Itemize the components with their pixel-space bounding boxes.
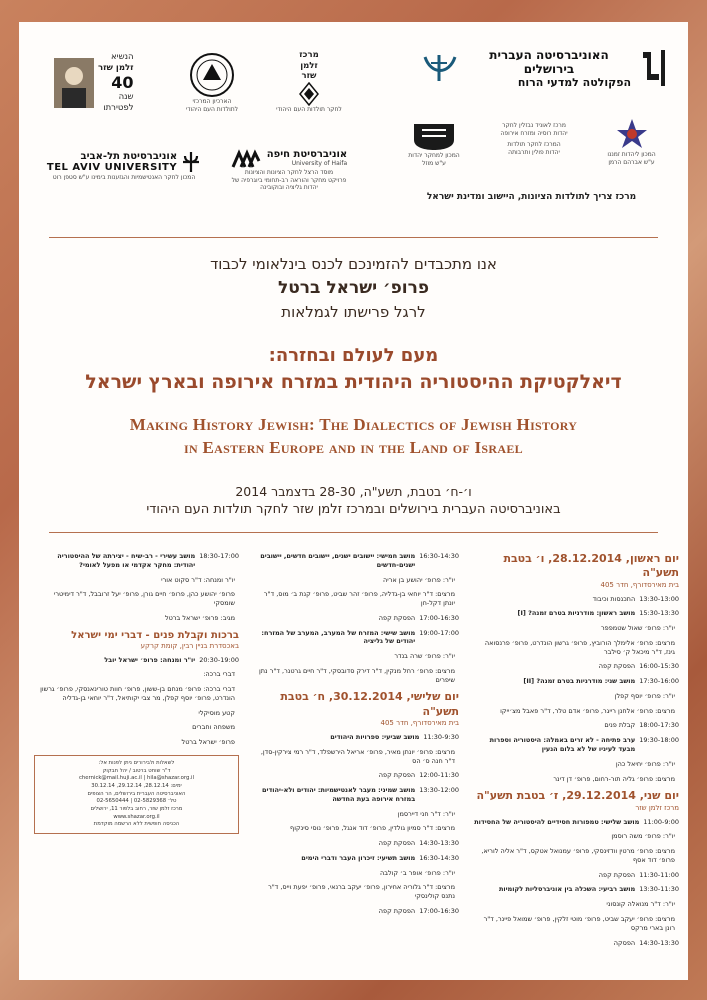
- shazar-years: 40: [111, 73, 134, 93]
- session-row: [34, 590, 239, 608]
- session-row: [254, 614, 459, 623]
- schedule-column-middle: [254, 552, 459, 972]
- retirement-line: לרגל פרישתו לגמלאות: [281, 303, 426, 321]
- session-row: [254, 552, 459, 570]
- session-row: [474, 915, 679, 933]
- session-row: [254, 824, 459, 833]
- tau-emblem-group: [47, 150, 201, 174]
- session-text: מרצים: פרופ׳ גליה תור-רחום, פרופ׳ דן דינר: [553, 774, 675, 783]
- english-title-line1: Making History Jewish: The Dialectics of Jewish History: [129, 415, 578, 434]
- session-row: [254, 786, 459, 804]
- haifa-caption2: פרויקט מחקר והוראה רב-תחומי ביוגרפיה של יהדות גליציה ובוקובינה: [231, 176, 347, 191]
- session-row: [254, 771, 459, 780]
- session-row: [254, 733, 459, 742]
- tau-emblem-icon: [181, 150, 201, 174]
- zalman-aranne-logo: [589, 117, 674, 166]
- invitation-line: אנו מתכבדים להזמינכם לכנס בינלאומי לכבוד: [210, 255, 497, 273]
- session-time: 18:30-17:00: [199, 552, 239, 560]
- session-row: [474, 595, 679, 604]
- hebrew-university-faculty: הפקולטה למדעי הרוח: [517, 75, 631, 89]
- session-row: [474, 832, 679, 841]
- session-text: הפסקת קפה: [378, 839, 416, 848]
- session-row: [34, 670, 239, 679]
- session-row: [254, 667, 459, 685]
- session-text: מושב ראשון: מודרניות בטרם זמנה? [I]: [517, 609, 636, 618]
- zalman-aranne-line1: המכון ליהדות זמננו: [607, 151, 656, 158]
- day1-location: בית מאירסדורף, חדר 405: [600, 580, 679, 589]
- seal-icon: [189, 52, 235, 98]
- session-row: [34, 723, 239, 732]
- session-time: 13:30-12:00: [419, 786, 459, 795]
- session-row: [254, 907, 459, 916]
- contact-line: לשאלות ולבירורים ניתן לפנות אל:: [98, 759, 175, 766]
- conference-dates: ו׳-ח׳ בטבת, תשע"ה, 28-30 בדצמבר 2014: [235, 484, 472, 499]
- haifa-caption1: מוסד הרצל לחקר הציונות והציונות: [244, 169, 334, 176]
- day3-location: בית מאירסדורף, חדר 405: [380, 719, 459, 728]
- tau-caption: המכון לחקר האנטישמיות והגזענות בימינו ע"ש סטפן רוט: [52, 174, 196, 181]
- session-text: יו"ר ומנחה: פרופ׳ ישראל יובל: [104, 655, 196, 664]
- session-time: 12:00-11:30: [419, 771, 459, 780]
- reception-location: באכסדרת בניין רבין, קומת קרקע: [140, 641, 239, 650]
- haifa-name: אוניברסיטת חיפה: [266, 148, 348, 160]
- session-time: 19:00-17:00: [419, 628, 459, 637]
- session-row: [34, 656, 239, 665]
- session-row: [474, 609, 679, 618]
- logo-strip: [19, 22, 688, 227]
- hebrew-university-emblem-icon: [639, 46, 669, 90]
- session-row: [254, 810, 459, 819]
- session-text: יו"ר: פרופ׳ יוסף קפלן: [614, 691, 675, 700]
- day2-location: מרכז זלמן שזר: [635, 803, 679, 812]
- day3-evening-sessions: [34, 552, 239, 623]
- shazar-name: זלמן שזר: [98, 62, 134, 73]
- session-time: 16:00-15:30: [639, 662, 679, 671]
- session-text: מושב תשיעי: זיכרון העבר ודברי הימים: [301, 853, 416, 862]
- hebrew-title-line2: דיאלקטיקת ההיסטוריה היהודית במזרח אירופה ובארץ ישראל: [85, 371, 622, 393]
- conference-venue: באוניברסיטה העברית בירושלים ובמרכז זלמן שזר לחקר תולדות העם היהודי: [146, 502, 561, 517]
- archive-caption: הארכיון המרכזי לתולדות העם היהודי: [185, 98, 239, 113]
- session-row: [34, 738, 239, 747]
- reception-program: [34, 656, 239, 747]
- nevzlin-line3: המרכז לחקר תולדות: [507, 141, 561, 148]
- day2-afternoon-sessions: [254, 552, 459, 684]
- session-text: יו"ר: פרופ׳ יהושע בן אריה: [383, 575, 455, 584]
- session-row: [474, 775, 679, 784]
- session-row: [254, 748, 459, 766]
- session-text: פרופ׳ ישראל ברטל: [181, 738, 235, 747]
- session-row: [474, 692, 679, 701]
- diamond-emblem-icon: [299, 82, 319, 106]
- session-text: הפסקה: [613, 938, 636, 947]
- zalman-aranne-line2: ע"ש אברהם הרמן: [608, 158, 655, 166]
- shazar-40-years-logo: [54, 52, 154, 114]
- schedule-column-right: [474, 552, 679, 972]
- shazar-center-logo: [274, 50, 344, 113]
- tau-en: TEL AVIV UNIVERSITY: [46, 162, 178, 173]
- haifa-university-logo: [224, 147, 354, 192]
- session-time: 14:30-13:30: [639, 938, 679, 947]
- session-text: מרצים: פרופ׳ יונתן מאיר, פרופ׳ אריאל הירשפלד, ד"ר רמי צירקין-סדן, ד"ר חנה ס׳ הס: [260, 747, 455, 765]
- invitation-sheet: [19, 22, 688, 980]
- session-time: 14:30-13:30: [419, 839, 459, 848]
- session-row: [474, 721, 679, 730]
- session-text: מושב שלישי: טמפורות חסידיים להיסטוריה של החסידות: [474, 817, 640, 826]
- hebrew-title-line1: מעם לעולם ובחזרה:: [268, 345, 439, 366]
- session-text: מושב שני: מודרניות בטרם זמנה? [II]: [523, 677, 636, 686]
- contact-line: ימים: 28.12.14, 29.12.14, 30.12.14: [91, 782, 182, 789]
- archive-seal-logo: [182, 52, 242, 113]
- nevzlin-line2: יהדות רוסיה ומזרח אירופה: [500, 129, 568, 137]
- session-row: [474, 885, 679, 894]
- session-text: מרצים: פרופ׳ מרטין וודזינסקי, פרופ׳ עמנואל אטקס, ד"ר אליה לוריא, פרופ׳ דוד אסף: [481, 847, 675, 864]
- session-row: [474, 818, 679, 827]
- session-row: [474, 939, 679, 948]
- session-time: 16:30-14:30: [419, 853, 459, 862]
- day3-sessions: [254, 733, 459, 916]
- session-time: 15:30-13:30: [639, 609, 679, 618]
- english-title-line2: in Eastern Europe and in the Land of Israel: [184, 438, 523, 457]
- session-text: מושב עשירי - רב-שיח - יצירתה של ההיסטוריה יהודית: מחקר אקדמי או מפעל לאומי?: [57, 552, 196, 569]
- contact-line: www.shazar.org.il: [113, 813, 160, 820]
- session-time: 13:30-13:00: [639, 594, 679, 603]
- mosell-emblem-icon: [412, 122, 456, 152]
- tau-name: אוניברסיטת תל-אביב: [80, 151, 178, 162]
- day1-heading: יום ראשון, 28.12.2014, ו׳ בטבת תשע"ה: [503, 552, 679, 580]
- haifa-emblem-group: [231, 147, 347, 169]
- session-text: יו"ר: פרופ׳ שרה בנדר: [394, 652, 455, 661]
- session-text: הפסקת קפה: [598, 870, 636, 879]
- session-text: יו"ר ומנחה: ד"ר סקוט אורי: [161, 575, 235, 584]
- shazar-center-caption: לחקר תולדות העם היהודי: [276, 105, 342, 113]
- session-text: יו"ר: ד"ר חני דיירסמן: [397, 809, 455, 818]
- zionism-center-label: [389, 192, 674, 203]
- session-time: 16:30-14:30: [419, 552, 459, 560]
- session-text: יו"ר: פרופ׳ אופר ב׳ קולבה: [380, 868, 455, 877]
- contact-line: ד"ר שוחט ברטוב / יהל חבקוק: [102, 767, 171, 774]
- session-row: [474, 736, 679, 754]
- reception-heading: ברכות וקבלת פנים - דברי ימי ישראל: [71, 629, 239, 641]
- session-text: דברי ברכה:: [203, 670, 235, 679]
- session-row: [474, 847, 679, 865]
- tel-aviv-university-logo: [44, 150, 204, 182]
- schedule-column-left: [34, 552, 239, 972]
- shazar-center-line1: מרכז: [299, 50, 319, 60]
- session-text: יו"ר: פרופ׳ שאול שטמפפר: [601, 624, 675, 633]
- haifa-en: University of Haifa: [291, 159, 348, 167]
- session-text: מרצים: פרופ׳ יעקב שביט, פרופ׳ מוטי זלקין, פרופ׳ שמואל פיינר, ד"ר רונן בארי מרקס: [483, 914, 675, 932]
- session-time: 11:00-9:00: [643, 817, 679, 826]
- shazar-portrait-icon: [54, 58, 94, 108]
- nevzlin-line4: יהדות פולין ותרבותה: [508, 148, 560, 156]
- session-text: הפסקת קפה: [598, 662, 636, 671]
- shazar-passing: לפטירתו: [103, 102, 134, 113]
- session-row: [34, 685, 239, 703]
- session-text: מרצים: ד"ר יוחאי בן-גדליה, פרופ׳ זהר שביט, פרופ׳ קנת ב׳ מוס, ד"ר יונתן דקל-חן: [263, 590, 455, 608]
- hebrew-university-logo: [419, 46, 669, 90]
- session-time: 18:00-17:30: [639, 721, 679, 730]
- session-text: פרופ׳ יהושע כהן, פרופ׳ חיים גורן, פרופ׳ יעל זרובבל, ד"ר דימיטרי שומסקי: [53, 590, 235, 608]
- session-text: מרצים: פרופ׳ אלימלך הורוביץ, פרופ׳ גרשון הונדרט, פרופ׳ פרנסואה גינז, ד"ר מיכאל ק׳ סילבר: [484, 638, 675, 656]
- session-text: קבלת פנים: [604, 721, 636, 730]
- zionism-center-name: מרכז צריך לתולדות הציונות, היישוב ומדינת ישראל: [426, 192, 637, 202]
- contact-line: chernick@mail.huji.ac.il | hila@shazar.org.il: [79, 775, 194, 782]
- haifa-emblem-icon: [231, 147, 261, 169]
- session-row: [254, 869, 459, 878]
- session-row: [34, 552, 239, 570]
- session-text: מושב רביעי: השכלה בין אוניברסליות לקומיות: [498, 885, 636, 894]
- top-divider: [49, 237, 658, 238]
- day2-heading: יום שני, 29.12.2014, ז׳ בטבת תשע"ה: [476, 789, 679, 803]
- session-row: [474, 707, 679, 716]
- day1-sessions: [474, 595, 679, 784]
- day2-sessions: [474, 818, 679, 948]
- session-text: משפחה וחברים: [192, 723, 235, 732]
- session-time: 11:30-11:00: [639, 870, 679, 879]
- session-time: 20:30-19:00: [199, 655, 239, 664]
- session-text: יו"ר: פרופ׳ יחיאל כהן: [615, 759, 675, 768]
- leonid-nevzlin-logo: [484, 122, 584, 156]
- session-row: [254, 883, 459, 901]
- session-text: מרצים: פרופ׳ אלחנן רייגר, פרופ׳ אדם טלר, ד"ר פאבל מצ׳ייקו: [500, 706, 675, 715]
- session-text: יו"ר: ד"ר מנואלה קונסוני: [606, 900, 675, 909]
- session-row: [254, 854, 459, 863]
- session-text: מרצים: ד"ר סמיון גולדין, פרופ׳ דוד אנגל, פרופ׳ נוסי סינקוף: [290, 824, 455, 833]
- menorah-icon: [419, 53, 459, 83]
- contact-line: האוניברסיטה העברית בירושלים, הר הצופים: [87, 790, 186, 797]
- middle-divider: [49, 532, 658, 533]
- session-row: [254, 590, 459, 608]
- session-time: 17:30-16:00: [639, 677, 679, 686]
- shazar-center-line2: זלמן: [300, 60, 318, 71]
- session-row: [474, 639, 679, 657]
- session-row: [474, 662, 679, 671]
- session-text: הפסקת קפה: [378, 771, 416, 780]
- session-text: הפסקת קפה: [378, 906, 416, 915]
- mosell-line2: ע"ש מוזל: [422, 159, 446, 167]
- session-text: מרצים: ד"ר גלוריה אחירון, פרופ׳ יעקב ברנאי, פרופ׳ יפעת וייס, ד"ר נתנס קולינסקי: [268, 883, 455, 901]
- contact-line: טל׳ 02-5829368 | 02-5650444: [96, 798, 177, 805]
- contact-line: הכניסה חופשית ללא הרשמה מוקדמת: [93, 821, 180, 828]
- session-time: 17:00-16:30: [419, 906, 459, 915]
- session-time: 13:30-11:30: [639, 885, 679, 894]
- session-time: 19:30-18:00: [639, 736, 679, 745]
- session-row: [474, 871, 679, 880]
- session-time: 17:00-16:30: [419, 613, 459, 622]
- session-row: [34, 709, 239, 718]
- mosell-institute-logo: [394, 122, 474, 167]
- session-text: מגיב: פרופ׳ ישראל ברטל: [164, 613, 235, 622]
- session-row: [474, 760, 679, 769]
- session-text: מושב שביעי: ספרויות היהודים: [330, 733, 420, 742]
- session-row: [254, 576, 459, 585]
- session-row: [34, 614, 239, 623]
- session-text: יו"ר: פרופ׳ משה רוסמן: [611, 832, 675, 841]
- contact-line: מרכז זלמן שזר, רחוב בלפור 11, ירושלים: [90, 805, 183, 812]
- session-row: [474, 677, 679, 686]
- session-row: [34, 576, 239, 585]
- session-text: ערב פתיחה - לא זרים באמלה: היסטוריה וספרות מבעד לעיניו של לא בלום הנעין: [489, 736, 636, 754]
- session-text: מושב שישי: המזרח של המערב, המערב של המזרח: יהודים של גליציה: [261, 628, 416, 646]
- session-text: מושב שמיני: מעבר לאנטישמיות: יהודים ולא-יהודים במזרח אירופה בעת החדשה: [262, 786, 416, 803]
- session-row: [474, 624, 679, 633]
- shazar-center-line3: שזר: [301, 71, 317, 82]
- session-text: דברי ברכה: פרופ׳ מנחם בן-ששון, פרופ׳ חוות טורינאנסקי, פרופ׳ גרשון הונדרט, פרופ׳ יוסף קפלן, מר צבי יקותיאל, ד"ר יוחאי בן-גדליה: [40, 685, 235, 702]
- session-text: קטע מוסיקלי: [198, 708, 235, 717]
- honoree-name: פרופ׳ ישראל ברטל: [277, 278, 430, 298]
- session-text: התכנסות וכיבוד: [592, 594, 636, 603]
- day3-heading: יום שלישי, 30.12.2014, ח׳ בטבת תשע"ה: [280, 690, 459, 718]
- contact-box: [34, 755, 239, 834]
- shazar-title: הנשיא: [110, 52, 134, 62]
- session-row: [254, 839, 459, 848]
- session-time: 11:30-9:30: [423, 733, 459, 742]
- session-text: הפסקת קפה: [378, 613, 416, 622]
- session-row: [254, 629, 459, 647]
- nevzlin-line1: מרכז לאוניד נבזלין לחקר: [502, 122, 566, 129]
- session-row: [474, 900, 679, 909]
- session-text: מושב חמישי: יישובים ישנים, יישובים חדשים, יישובים ישנים-חדשים: [260, 552, 416, 569]
- session-text: מרצים: פרופ׳ רחל מנקין, ד"ר דירק סדובסקי, ד"ר חיים גרטנר, ד"ר נתן שיפרים: [259, 666, 455, 684]
- hebrew-university-name: האוניברסיטה העברית בירושלים: [489, 47, 609, 76]
- mosell-line1: המכון למחקר יהדות: [408, 152, 460, 159]
- session-row: [254, 652, 459, 661]
- star-emblem-icon: [615, 117, 649, 151]
- shazar-years-unit: שנה: [118, 92, 134, 103]
